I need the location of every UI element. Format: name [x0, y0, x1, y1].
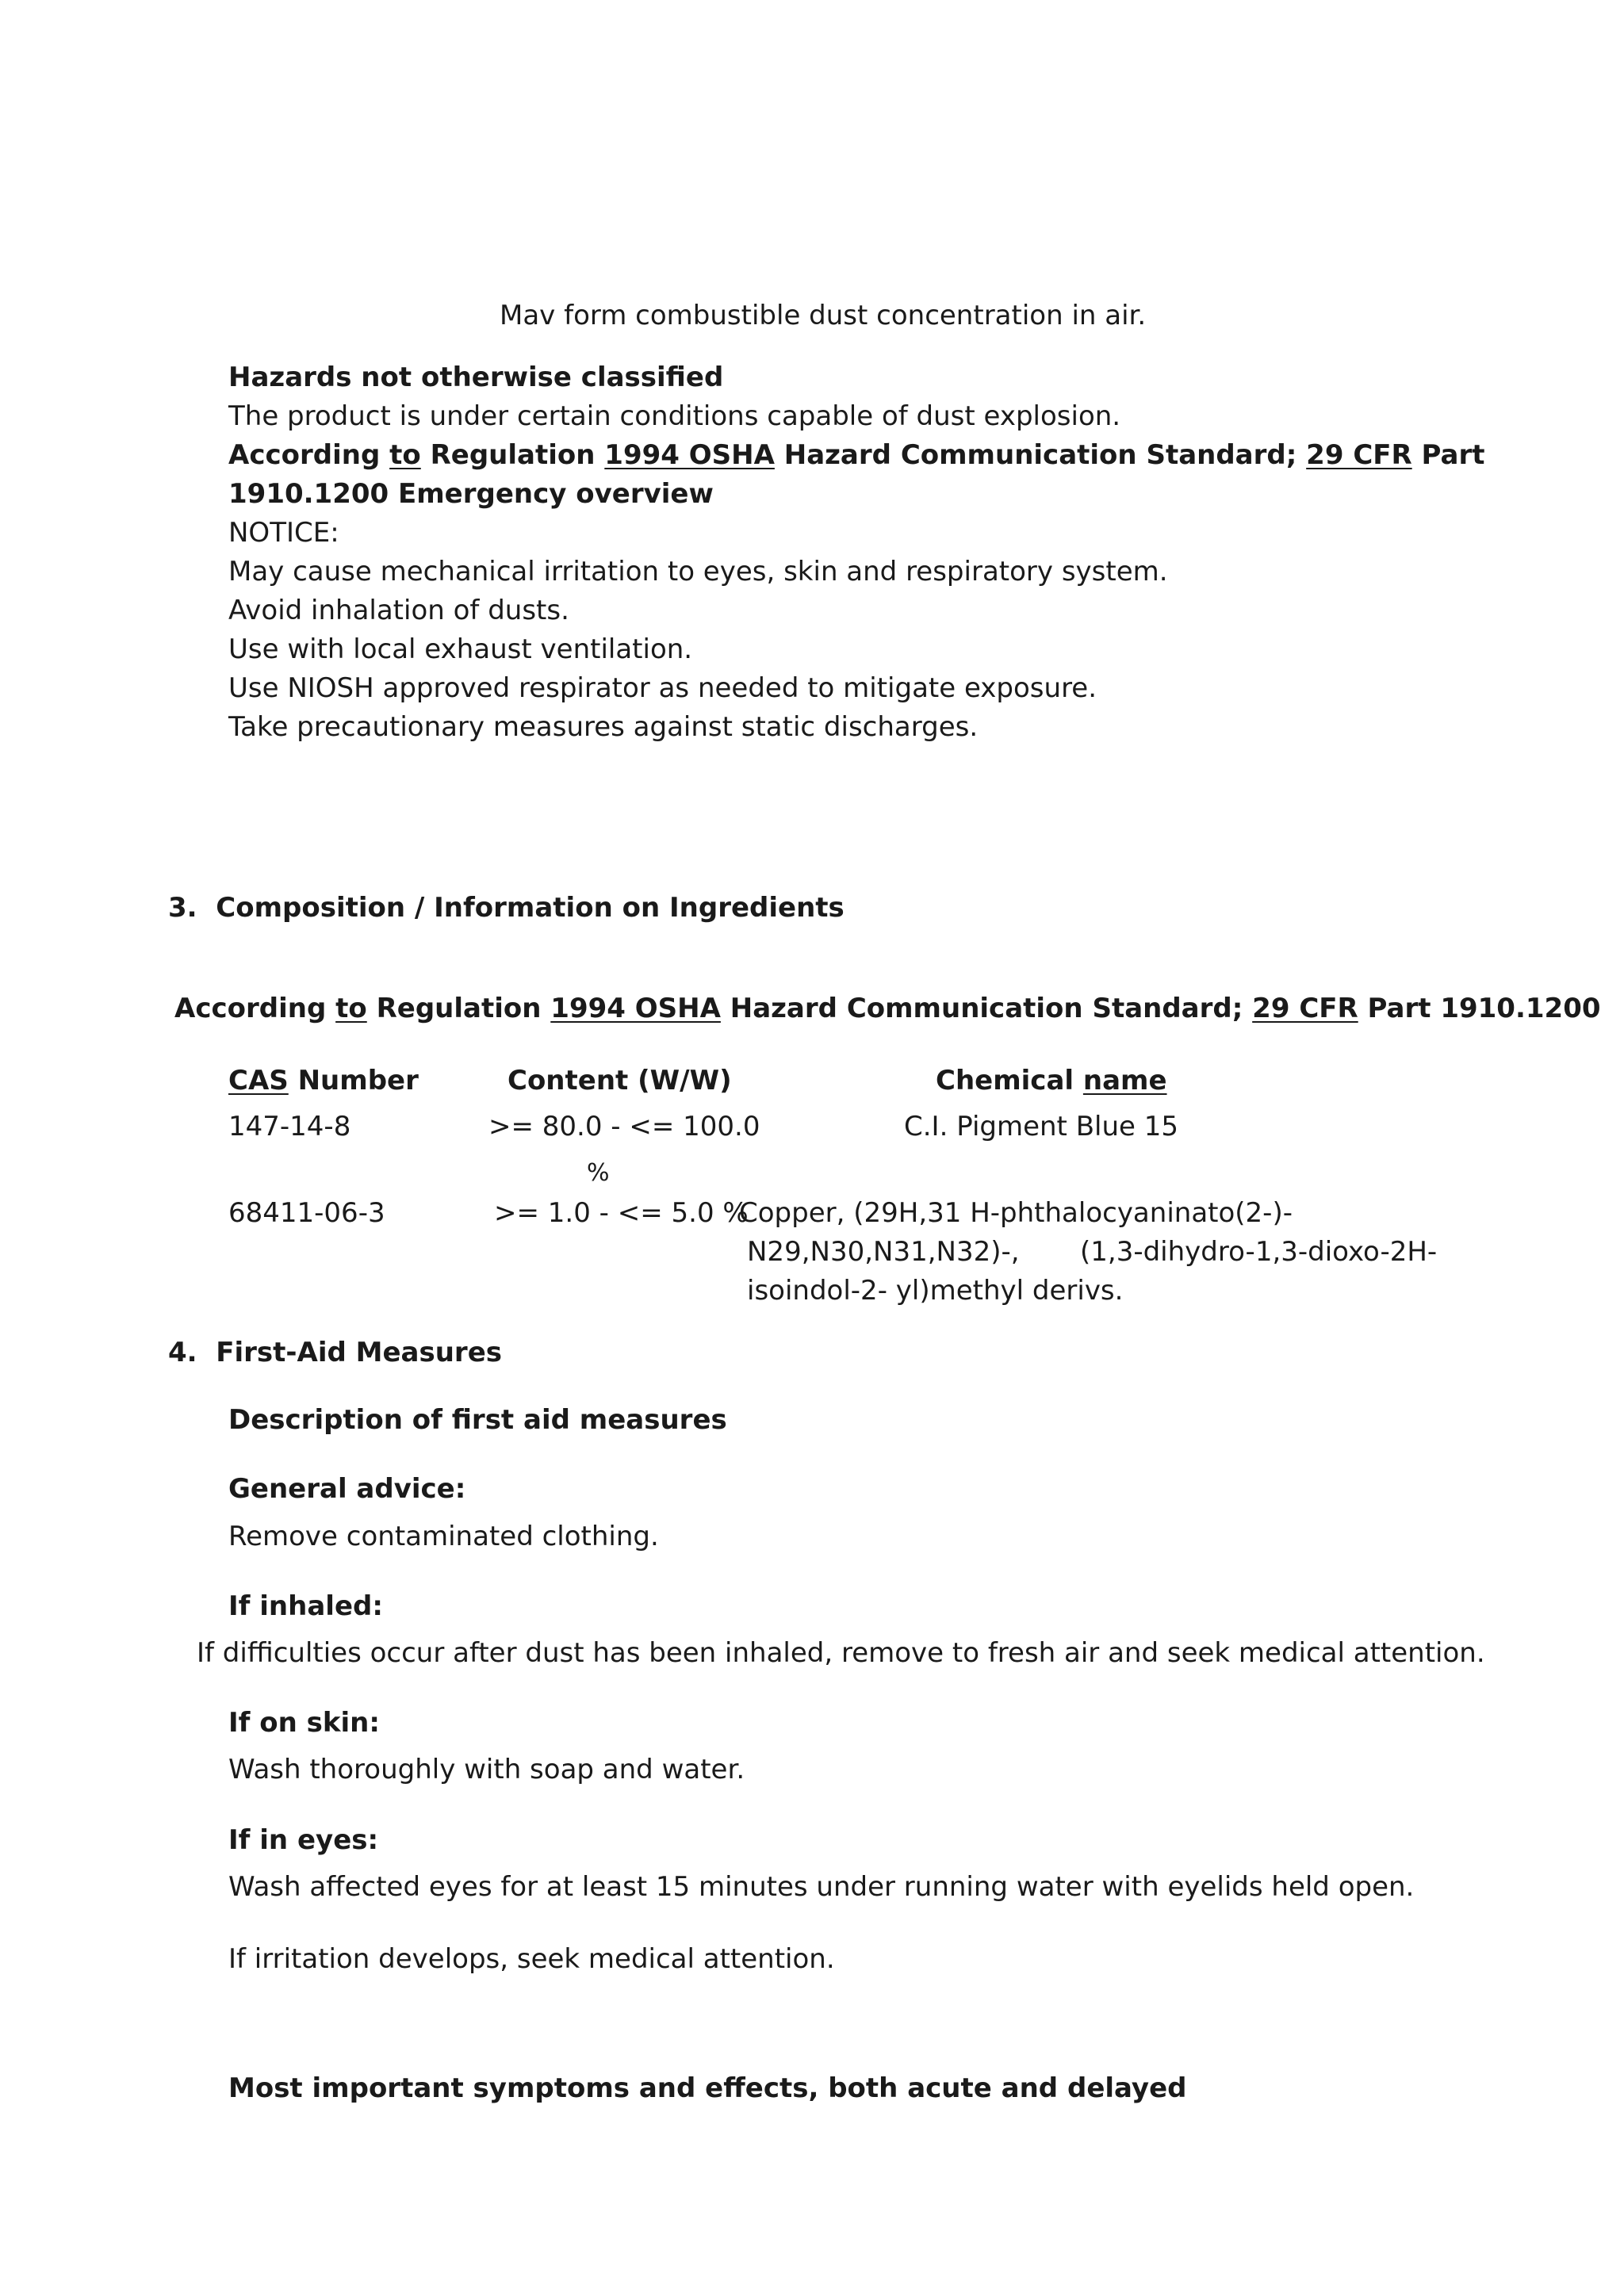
skin-text: Wash thoroughly with soap and water.: [228, 1754, 745, 1785]
eyes-text-2: If irritation develops, seek medical attention.: [228, 1943, 835, 1975]
reg-underlined: 29 CFR: [1252, 993, 1358, 1024]
reg-underlined: 1994 OSHA: [550, 993, 721, 1024]
row1-chemical-name: C.I. Pigment Blue 15: [904, 1111, 1179, 1142]
reg-part: Hazard Communication Standard;: [774, 439, 1307, 471]
section-title: First-Aid Measures: [216, 1337, 503, 1368]
header-cas-rest: Number: [288, 1065, 419, 1096]
reg-underlined: 29 CFR: [1306, 439, 1412, 471]
hazard-line: Avoid inhalation of dusts.: [228, 595, 569, 626]
reg-underlined: 1994 OSHA: [604, 439, 775, 471]
hazard-line: Use with local exhaust ventilation.: [228, 633, 693, 665]
top-line: Mav form combustible dust concentration in air.: [500, 300, 1147, 331]
section-number: 3.: [168, 892, 197, 924]
header-chem-a: Chemical: [936, 1065, 1083, 1096]
reg-underlined: to: [335, 993, 367, 1024]
general-advice-text: Remove contaminated clothing.: [228, 1521, 659, 1552]
hazard-line: Use NIOSH approved respirator as needed to mitigate exposure.: [228, 672, 1097, 704]
reg-part: According: [174, 993, 336, 1024]
row2-cas: 68411-06-3: [228, 1197, 385, 1229]
section-4-heading: [168, 1335, 502, 1370]
row1-content-unit: %: [587, 1159, 610, 1187]
reg-underlined: to: [389, 439, 421, 471]
eyes-text: Wash affected eyes for at least 15 minutes under running water with eyelids held open.: [228, 1871, 1415, 1903]
row1-content: >= 80.0 - <= 100.0: [488, 1111, 760, 1142]
hazard-line: Take precautionary measures against static discharges.: [228, 711, 979, 743]
row1-cas: 147-14-8: [228, 1111, 351, 1142]
header-cas-number: [228, 1063, 419, 1098]
header-content: Content (W/W): [508, 1065, 732, 1096]
section-3-regulation: [174, 991, 1601, 1026]
header-chemical-name: [936, 1063, 1167, 1098]
reg-part: Part: [1411, 439, 1485, 471]
first-aid-description: Description of first aid measures: [228, 1404, 727, 1436]
inhaled-heading: If inhaled:: [228, 1590, 383, 1622]
symptoms-heading: Most important symptoms and effects, both acute and delayed: [228, 2072, 1187, 2104]
row2-chemical-name-line: (1,3-dihydro-1,3-dioxo-2H-: [1080, 1236, 1438, 1268]
hazards-regulation-line2: 1910.1200 Emergency overview: [228, 478, 714, 510]
eyes-heading: If in eyes:: [228, 1824, 379, 1856]
hazards-text: The product is under certain conditions capable of dust explosion.: [228, 400, 1121, 432]
notice-label: NOTICE:: [228, 517, 339, 549]
row2-content: >= 1.0 - <= 5.0 %: [494, 1197, 749, 1229]
reg-part: Part 1910.1200: [1358, 993, 1601, 1024]
section-number: 4.: [168, 1337, 197, 1368]
row2-chemical-name-line: N29,N30,N31,N32)-,: [747, 1236, 1020, 1268]
skin-heading: If on skin:: [228, 1707, 380, 1739]
row2-chemical-name-line: Copper, (29H,31 H-phthalocyaninato(2-)-: [739, 1197, 1293, 1229]
section-title: Composition / Information on Ingredients: [216, 892, 845, 924]
section-3-heading: [168, 890, 845, 925]
reg-part: Regulation: [420, 439, 605, 471]
reg-part: Regulation: [366, 993, 551, 1024]
hazards-regulation: [228, 438, 1485, 473]
reg-part: According: [228, 439, 390, 471]
hazards-heading: Hazards not otherwise classified: [228, 362, 724, 393]
header-cas-abbrev: CAS: [228, 1065, 289, 1096]
inhaled-text: If difficulties occur after dust has been inhaled, remove to fresh air and seek medical attention.: [197, 1637, 1485, 1669]
reg-part: Hazard Communication Standard;: [720, 993, 1253, 1024]
row2-chemical-name-line: isoindol-2- yl)methyl derivs.: [747, 1275, 1124, 1307]
header-chem-b: name: [1082, 1065, 1167, 1096]
hazard-line: May cause mechanical irritation to eyes, skin and respiratory system.: [228, 556, 1168, 587]
general-advice-heading: General advice:: [228, 1473, 466, 1505]
